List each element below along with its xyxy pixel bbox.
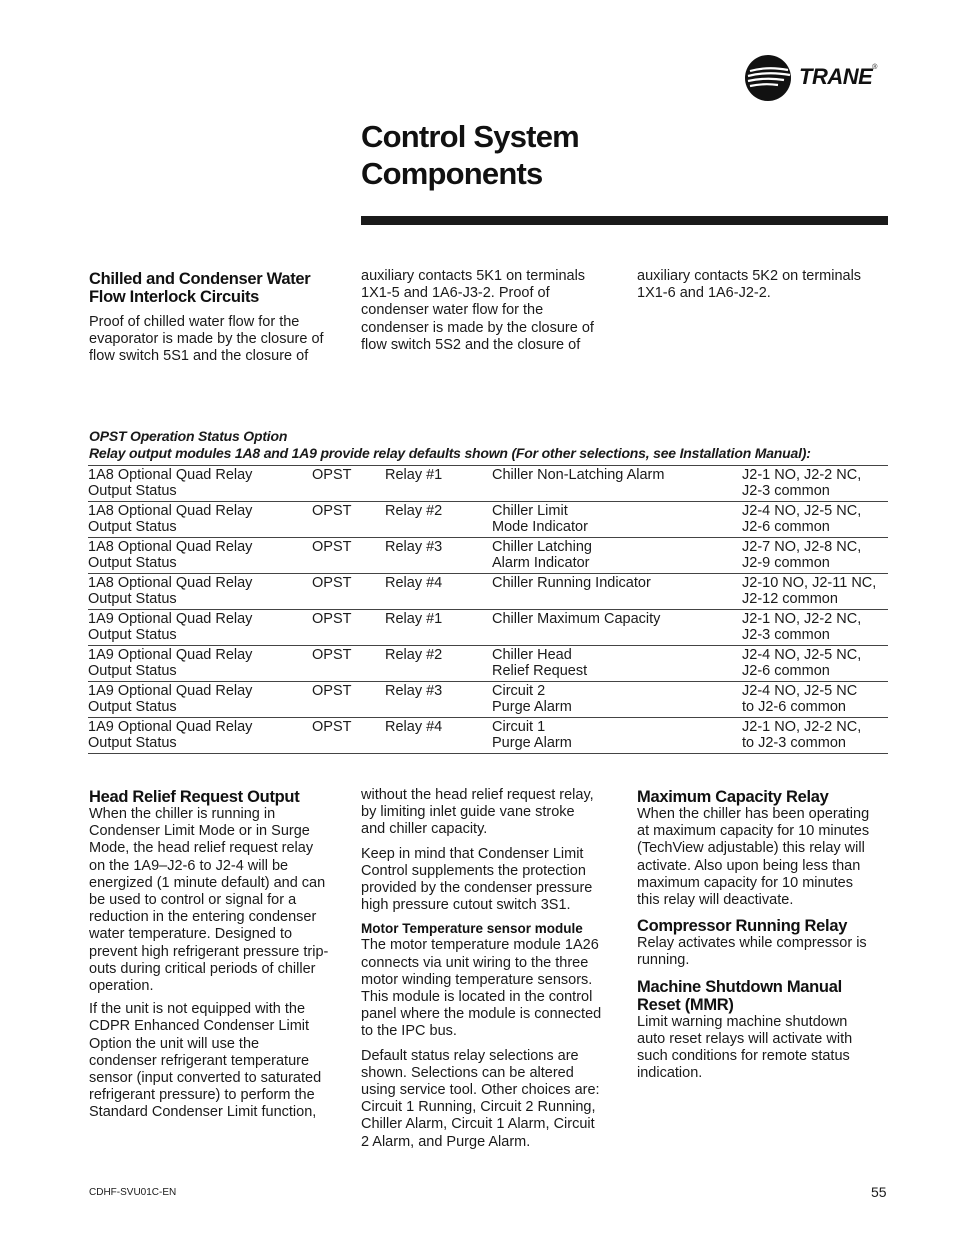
relay-descriptions (637, 788, 887, 1082)
option-cell: OPST (312, 538, 385, 574)
module-cell (88, 610, 312, 646)
terminals-cell-line: J2-4 NO, J2-5 NC, (742, 647, 862, 663)
function-cell-line: Chiller Non-Latching Alarm (492, 467, 665, 483)
relay-cell: Relay #3 (385, 538, 492, 574)
terminals-cell-line: J2-1 NO, J2-2 NC, (742, 467, 862, 483)
terminals-cell-line: J2-1 NO, J2-2 NC, (742, 719, 862, 735)
motor-temp-para-2: Default status relay selections are shown. Selections can be altered using service tool. Other choices are: Circuit 1 Running, Circuit 2 Running, Chiller Alarm, Circuit 1 Alarm, Circuit 2 Alarm, and Purge Alarm. (361, 1047, 600, 1150)
option-cell: OPST (312, 574, 385, 610)
module-cell (88, 682, 312, 718)
module-cell-line: 1A8 Optional Quad Relay (88, 467, 253, 483)
terminals-cell-line: J2-3 common (742, 627, 830, 643)
table-row (88, 466, 888, 502)
page-title (361, 118, 901, 192)
document-code: CDHF-SVU01C-EN (89, 1187, 177, 1198)
terminals-cell-line: J2-12 common (742, 591, 838, 607)
module-cell (88, 466, 312, 502)
relay-cell: Relay #4 (385, 574, 492, 610)
function-cell-line: Purge Alarm (492, 699, 572, 715)
head-relief-heading: Head Relief Request Output (89, 788, 300, 806)
module-cell-line: Output Status (88, 483, 177, 499)
module-cell-line: 1A9 Optional Quad Relay (88, 719, 253, 735)
option-cell: OPST (312, 466, 385, 502)
function-cell (492, 574, 742, 610)
motor-temp-para-1: The motor temperature module 1A26 connects via unit wiring to the three motor winding temperature sensors. This module is located in the control panel where the module is connected to the IPC bus. (361, 937, 602, 1040)
max-capacity-text: When the chiller has been operating at maximum capacity for 10 minutes (TechView adjustable) this relay will activate. Also upon being less than maximum capacity for 10 minutes this relay will deactivate. (637, 806, 870, 909)
module-cell (88, 574, 312, 610)
function-cell (492, 682, 742, 718)
head-relief-para-2: If the unit is not equipped with the CDPR Enhanced Condenser Limit Option the unit will use the condenser refrigerant temperature sensor (input converted to saturated refrigerant pressure) to perform the Standard Condenser Limit function, (89, 1001, 322, 1121)
function-cell-line: Chiller Running Indicator (492, 575, 651, 591)
flow-interlock-text-2: auxiliary contacts 5K1 on terminals 1X1-5 and 1A6-J3-2. Proof of condenser water flow for the condenser is made by the closure of flow switch 5S2 and the closure of (361, 268, 594, 353)
module-cell (88, 718, 312, 754)
terminals-cell (742, 682, 888, 718)
compressor-running-text: Relay activates while compressor is running. (637, 935, 867, 969)
table-row (88, 538, 888, 574)
terminals-cell-line: J2-4 NO, J2-5 NC, (742, 503, 862, 519)
function-cell-line: Chiller Latching (492, 539, 592, 555)
terminals-cell (742, 718, 888, 754)
terminals-cell (742, 574, 888, 610)
module-cell-line: Output Status (88, 555, 177, 571)
module-cell-line: Output Status (88, 627, 177, 643)
function-cell (492, 718, 742, 754)
head-relief-para-3: without the head relief request relay, by limiting inlet guide vane stroke and chiller capacity. (361, 787, 594, 838)
mmr-heading: Machine Shutdown Manual Reset (MMR) (637, 977, 842, 1014)
module-cell-line: Output Status (88, 699, 177, 715)
function-cell (492, 466, 742, 502)
table-row (88, 718, 888, 754)
module-cell-line: Output Status (88, 591, 177, 607)
table-row (88, 610, 888, 646)
brand-name: TRANE® (799, 64, 877, 89)
terminals-cell-line: J2-7 NO, J2-8 NC, (742, 539, 862, 555)
terminals-cell-line: to J2-6 common (742, 699, 846, 715)
page-title-line: Components (361, 156, 543, 191)
function-cell-line: Mode Indicator (492, 519, 588, 535)
module-cell-line: Output Status (88, 663, 177, 679)
option-cell: OPST (312, 718, 385, 754)
terminals-cell-line: J2-6 common (742, 519, 830, 535)
function-cell-line: Chiller Maximum Capacity (492, 611, 661, 627)
flow-interlock-col1 (89, 270, 341, 366)
flow-interlock-text-1: Proof of chilled water flow for the evaporator is made by the closure of flow switch 5S1 and the closure of (89, 314, 324, 365)
head-relief-section (89, 788, 341, 1122)
table-row (88, 682, 888, 718)
flow-interlock-heading: Chilled and Condenser Water Flow Interlock Circuits (89, 270, 311, 306)
function-cell-line: Circuit 2 (492, 683, 546, 699)
module-cell (88, 502, 312, 538)
function-cell (492, 538, 742, 574)
terminals-cell (742, 502, 888, 538)
relay-cell: Relay #1 (385, 466, 492, 502)
max-capacity-heading: Maximum Capacity Relay (637, 788, 829, 806)
flow-interlock-text-3: auxiliary contacts 5K2 on terminals 1X1-6 and 1A6-J2-2. (637, 268, 862, 302)
function-cell-line: Alarm Indicator (492, 555, 590, 571)
module-cell-line: 1A9 Optional Quad Relay (88, 611, 253, 627)
function-cell-line: Chiller Head (492, 647, 572, 663)
head-relief-para-1: When the chiller is running in Condenser Limit Mode or in Surge Mode, the head relief request relay on the 1A9–J2-6 to J2-4 will be energized (1 minute default) and can be used to control or signal for a reduction in the entering condenser water temperature. Designed to prevent high refrigerant pressure trip- outs during critical periods of chiller operation. (89, 806, 329, 995)
function-cell (492, 646, 742, 682)
function-cell-line: Chiller Limit (492, 503, 568, 519)
opst-relay-table (88, 465, 888, 754)
module-cell-line: Output Status (88, 519, 177, 535)
function-cell-line: Circuit 1 (492, 719, 546, 735)
title-divider (361, 216, 888, 225)
terminals-cell-line: J2-6 common (742, 663, 830, 679)
function-cell (492, 610, 742, 646)
relay-cell: Relay #4 (385, 718, 492, 754)
terminals-cell-line: J2-9 common (742, 555, 830, 571)
terminals-cell-line: J2-3 common (742, 483, 830, 499)
function-cell-line: Purge Alarm (492, 735, 572, 751)
compressor-running-heading: Compressor Running Relay (637, 917, 848, 936)
module-cell-line: 1A8 Optional Quad Relay (88, 575, 253, 591)
head-relief-continued (361, 787, 617, 1151)
terminals-cell-line: J2-1 NO, J2-2 NC, (742, 611, 862, 627)
module-cell-line: Output Status (88, 735, 177, 751)
trane-logo (744, 54, 894, 104)
motor-temp-heading: Motor Temperature sensor module (361, 921, 583, 937)
page-title-line: Control System (361, 119, 579, 154)
opst-heading: OPST Operation Status Option (89, 428, 288, 444)
terminals-cell (742, 466, 888, 502)
function-cell (492, 502, 742, 538)
relay-cell: Relay #1 (385, 610, 492, 646)
relay-cell: Relay #3 (385, 682, 492, 718)
module-cell-line: 1A9 Optional Quad Relay (88, 683, 253, 699)
terminals-cell (742, 610, 888, 646)
table-row (88, 574, 888, 610)
module-cell-line: 1A9 Optional Quad Relay (88, 647, 253, 663)
module-cell-line: 1A8 Optional Quad Relay (88, 539, 253, 555)
mmr-text: Limit warning machine shutdown auto reset relays will activate with such conditions for remote status indication. (637, 1013, 853, 1082)
terminals-cell (742, 538, 888, 574)
opst-subheading: Relay output modules 1A8 and 1A9 provide relay defaults shown (For other selections, see Installation Manual): (89, 445, 811, 461)
opst-caption (89, 428, 889, 462)
table-row (88, 502, 888, 538)
head-relief-para-4: Keep in mind that Condenser Limit Control supplements the protection provided by the condenser pressure high pressure cutout switch 3S1. (361, 845, 593, 914)
option-cell: OPST (312, 502, 385, 538)
terminals-cell-line: J2-10 NO, J2-11 NC, (742, 575, 877, 591)
option-cell: OPST (312, 610, 385, 646)
terminals-cell-line: J2-4 NO, J2-5 NC (742, 683, 858, 699)
option-cell: OPST (312, 646, 385, 682)
relay-cell: Relay #2 (385, 646, 492, 682)
table-row (88, 646, 888, 682)
page-number: 55 (871, 1184, 887, 1200)
function-cell-line: Relief Request (492, 663, 588, 679)
terminals-cell-line: to J2-3 common (742, 735, 846, 751)
relay-cell: Relay #2 (385, 502, 492, 538)
module-cell-line: 1A8 Optional Quad Relay (88, 503, 253, 519)
module-cell (88, 646, 312, 682)
module-cell (88, 538, 312, 574)
trane-logo-circle-icon (744, 54, 792, 102)
terminals-cell (742, 646, 888, 682)
option-cell: OPST (312, 682, 385, 718)
